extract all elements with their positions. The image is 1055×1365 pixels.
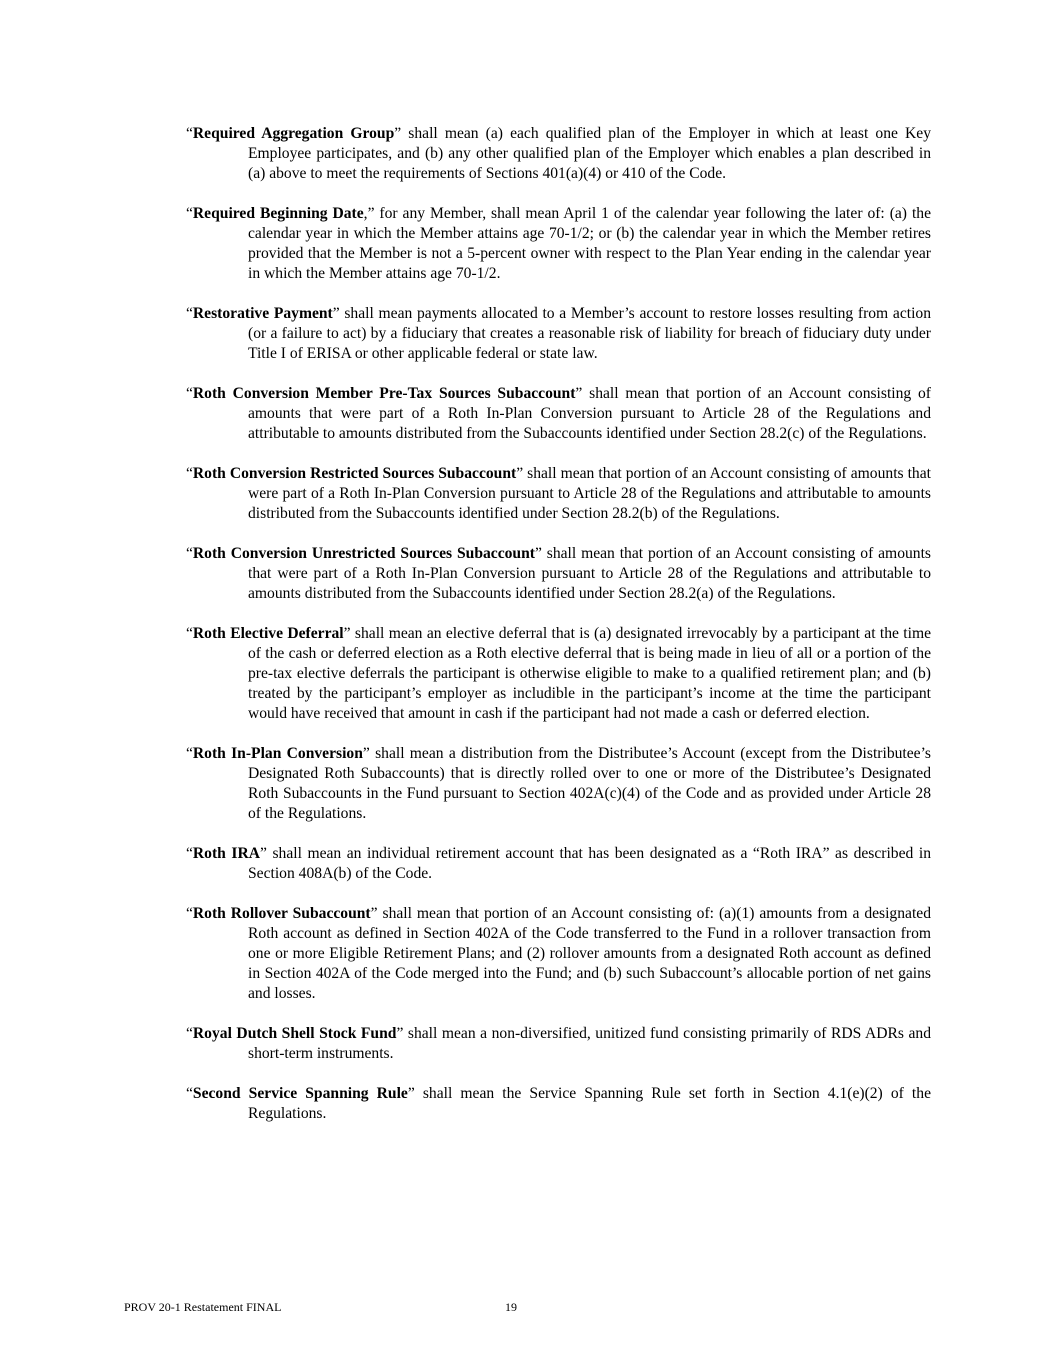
definition-term: Second Service Spanning Rule — [192, 1085, 408, 1102]
definition-body: shall mean a non-diversified, unitized fund consisting primarily of RDS ADRs and short-term instruments. — [248, 1025, 931, 1062]
definition-body: shall mean a distribution from the Distributee’s Account (except from the Distributee’s Designated Roth Subaccounts) that is directly rolled over to one or more of the Distributee’s Designated Roth Subaccounts in the Fund pursuant to Section 402A(c)(4) of the Code and as provided under Article 28 of the Regulations. — [248, 745, 931, 822]
definition-body: shall mean the Service Spanning Rule set forth in Section 4.1(e)(2) of the Regulations. — [248, 1085, 931, 1122]
definition-term: Roth Conversion Restricted Sources Subaccount — [192, 465, 517, 482]
definition-term: Roth Elective Deferral — [192, 625, 344, 642]
definition-term: Roth Conversion Unrestricted Sources Subaccount — [192, 545, 535, 562]
definition-body: shall mean payments allocated to a Member’s account to restore losses resulting from action (or a failure to act) by a fiduciary that creates a reasonable risk of liability for breach of fiduciary duty under Title I of ERISA or other applicable federal or state law. — [248, 305, 931, 362]
definition-restorative-payment: “Restorative Payment” shall mean payments allocated to a Member’s account to restore losses resulting from action (or a failure to act) by a fiduciary that creates a reasonable risk of liability for breach of fiduciary duty under Title I of ERISA or other applicable federal or state law. — [186, 305, 931, 362]
definition-second-service-spanning-rule: “Second Service Spanning Rule” shall mean the Service Spanning Rule set forth in Section 4.1(e)(2) of the Regulations. — [186, 1085, 931, 1122]
definitions-list — [186, 124, 931, 1144]
definition-term: Required Aggregation Group — [192, 125, 395, 142]
definition-body: shall mean that portion of an Account consisting of amounts that were part of a Roth In-Plan Conversion pursuant to Article 28 of the Regulations and attributable to amounts distributed from the Subaccounts identified under Section 28.2(c) of the Regulations. — [248, 385, 931, 442]
definition-required-aggregation-group: “Required Aggregation Group” shall mean (a) each qualified plan of the Employer in which at least one Key Employee participates, and (b) any other qualified plan of the Employer which enables a plan described in (a) above to meet the requirements of Sections 401(a)(4) or 410 of the Code. — [186, 125, 931, 182]
definition-body: shall mean an individual retirement account that has been designated as a “Roth IRA” as described in Section 408A(b) of the Code. — [248, 845, 931, 882]
definition-term: Required Beginning Date — [192, 205, 364, 222]
definition-roth-conversion-member-pre-tax: “Roth Conversion Member Pre-Tax Sources Subaccount” shall mean that portion of an Account consisting of amounts that were part of a Roth In-Plan Conversion pursuant to Article 28 of the Regulations and attributable to amounts distributed from the Subaccounts identified under Section 28.2(c) of the Regulations. — [186, 385, 931, 442]
definition-body: shall mean an elective deferral that is (a) designated irrevocably by a participant at the time of the cash or deferred election as a Roth elective deferral that is being made in lieu of all or a portion of the pre-tax elective deferrals the participant is otherwise eligible to make to a qualified retirement plan; and (b) treated by the participant’s employer as includible in the participant’s income at the time the participant would have received that amount in cash if the participant had not made a cash or deferred election. — [248, 625, 931, 722]
definition-term: Roth In-Plan Conversion — [192, 745, 363, 762]
definition-royal-dutch-shell-stock-fund: “Royal Dutch Shell Stock Fund” shall mean a non-diversified, unitized fund consisting primarily of RDS ADRs and short-term instruments. — [186, 1025, 931, 1062]
definition-body: shall mean that portion of an Account consisting of amounts that were part of a Roth In-Plan Conversion pursuant to Article 28 of the Regulations and attributable to amounts distributed from the Subaccounts identified under Section 28.2(b) of the Regulations. — [248, 465, 931, 522]
definition-roth-in-plan-conversion: “Roth In-Plan Conversion” shall mean a distribution from the Distributee’s Account (except from the Distributee’s Designated Roth Subaccounts) that is directly rolled over to one or more of the Distributee’s Designated Roth Subaccounts in the Fund pursuant to Section 402A(c)(4) of the Code and as provided under Article 28 of the Regulations. — [186, 745, 931, 822]
definition-body: shall mean (a) each qualified plan of the Employer in which at least one Key Employee participates, and (b) any other qualified plan of the Employer which enables a plan described in (a) above to meet the requirements of Sections 401(a)(4) or 410 of the Code. — [248, 125, 931, 182]
definition-body: for any Member, shall mean April 1 of the calendar year following the later of: (a) the calendar year in which the Member attains age 70-1/2; or (b) the calendar year in which the Member retires provided that the Member is not a 5-percent owner with respect to the Plan Year ending in the calendar year in which the Member attains age 70-1/2. — [248, 205, 931, 282]
definition-roth-conversion-restricted: “Roth Conversion Restricted Sources Subaccount” shall mean that portion of an Account consisting of amounts that were part of a Roth In-Plan Conversion pursuant to Article 28 of the Regulations and attributable to amounts distributed from the Subaccounts identified under Section 28.2(b) of the Regulations. — [186, 465, 931, 522]
definition-roth-ira: “Roth IRA” shall mean an individual retirement account that has been designated as a “Roth IRA” as described in Section 408A(b) of the Code. — [186, 845, 931, 882]
definition-roth-conversion-unrestricted: “Roth Conversion Unrestricted Sources Subaccount” shall mean that portion of an Account consisting of amounts that were part of a Roth In-Plan Conversion pursuant to Article 28 of the Regulations and attributable to amounts distributed from the Subaccounts identified under Section 28.2(a) of the Regulations. — [186, 545, 931, 602]
definition-term: Roth Rollover Subaccount — [192, 905, 371, 922]
definition-roth-elective-deferral: “Roth Elective Deferral” shall mean an elective deferral that is (a) designated irrevocably by a participant at the time of the cash or deferred election as a Roth elective deferral that is being made in lieu of all or a portion of the pre-tax elective deferrals the participant is otherwise eligible to make to a qualified retirement plan; and (b) treated by the participant’s employer as includible in the participant’s income at the time the participant would have received that amount in cash if the participant had not made a cash or deferred election. — [186, 625, 931, 722]
definition-body: shall mean that portion of an Account consisting of: (a)(1) amounts from a designated Roth account as defined in Section 402A of the Code transferred to the Fund in a rollover transaction from one or more Eligible Retirement Plans; and (2) rollover amounts from a designated Roth account as defined in Section 402A of the Code merged into the Fund; and (b) such Subaccount’s allocable portion of net gains and losses. — [248, 905, 932, 1002]
definition-term-punctuation: , — [363, 205, 368, 222]
definition-term: Restorative Payment — [192, 305, 333, 322]
definition-required-beginning-date: “Required Beginning Date,” for any Member, shall mean April 1 of the calendar year following the later of: (a) the calendar year in which the Member attains age 70-1/2; or (b) the calendar year in which the Member retires provided that the Member is not a 5-percent owner with respect to the Plan Year ending in the calendar year in which the Member attains age 70-1/2. — [186, 205, 931, 282]
footer-page-number: 19 — [505, 1300, 517, 1314]
definition-term: Roth IRA — [192, 845, 260, 862]
definition-roth-rollover-subaccount: “Roth Rollover Subaccount” shall mean that portion of an Account consisting of: (a)(1) amounts from a designated Roth account as defined in Section 402A of the Code transferred to the Fund in a rollover transaction from one or more Eligible Retirement Plans; and (2) rollover amounts from a designated Roth account as defined in Section 402A of the Code merged into the Fund; and (b) such Subaccount’s allocable portion of net gains and losses. — [186, 905, 932, 1002]
definition-term: Royal Dutch Shell Stock Fund — [192, 1025, 397, 1042]
footer-document-label: PROV 20-1 Restatement FINAL — [124, 1300, 282, 1314]
definition-term: Roth Conversion Member Pre-Tax Sources Subaccount — [192, 385, 576, 402]
definition-body: shall mean that portion of an Account consisting of amounts that were part of a Roth In-Plan Conversion pursuant to Article 28 of the Regulations and attributable to amounts distributed from the Subaccounts identified under Section 28.2(a) of the Regulations. — [248, 545, 931, 602]
